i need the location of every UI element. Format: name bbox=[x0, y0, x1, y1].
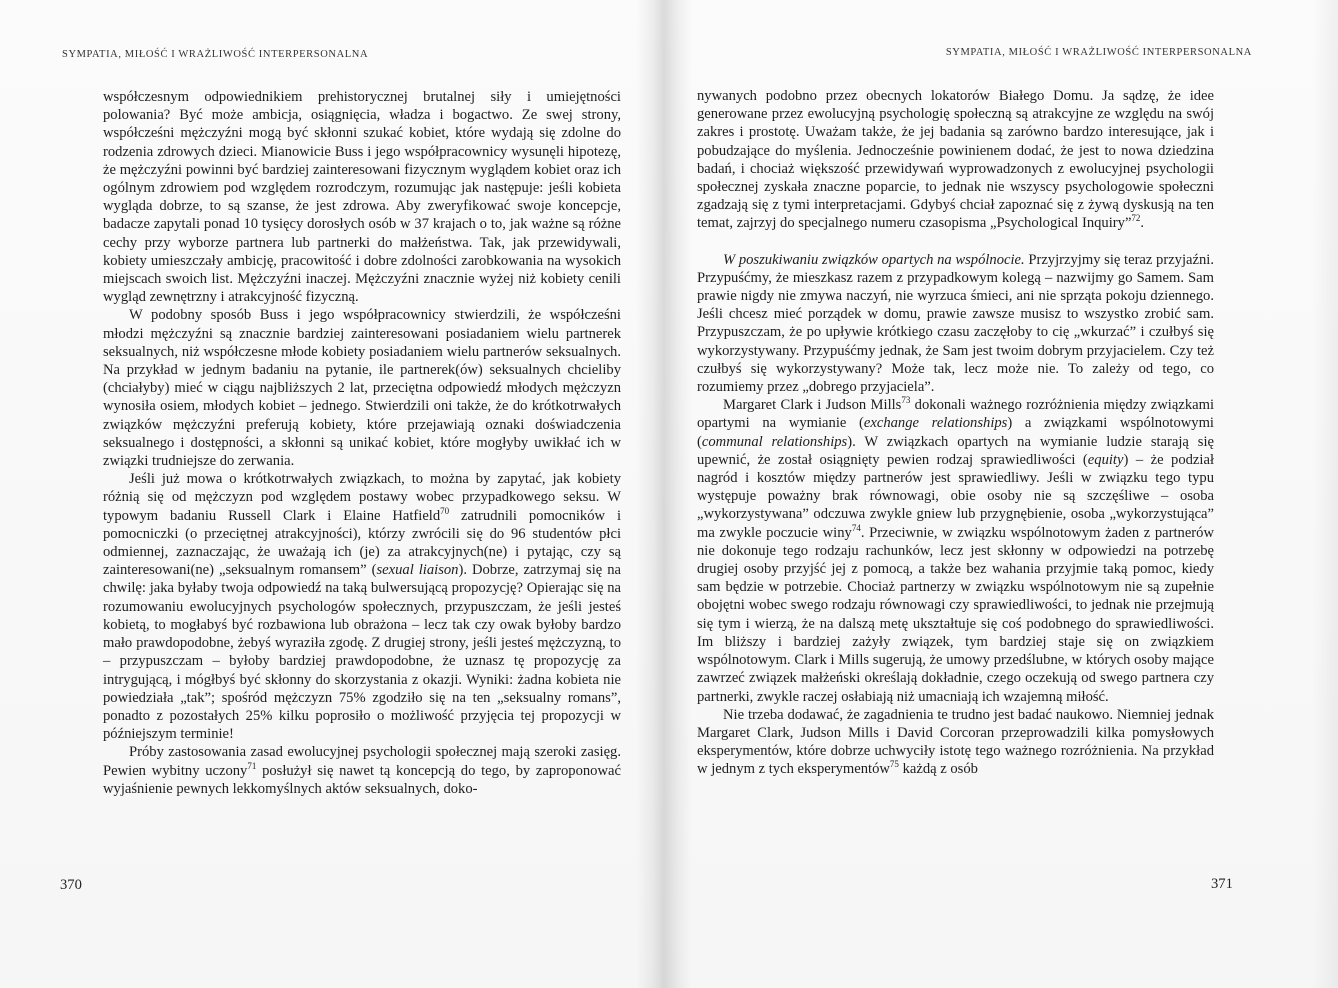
paragraph bbox=[103, 470, 621, 743]
paragraph bbox=[103, 743, 621, 798]
italic-text: sexual liaison bbox=[376, 562, 459, 579]
book-gutter-shadow bbox=[636, 0, 692, 988]
right-page-text bbox=[697, 87, 1214, 779]
text-run: posłużył się nawet tą koncepcją do tego, by zaproponować wyjaśnienie pewnych lekkomyślnych aktów seksualnych, doko- bbox=[103, 762, 621, 797]
right-running-head: SYMPATIA, MIŁOŚĆ I WRAŻLIWOŚĆ INTERPERSONALNA bbox=[945, 47, 1252, 58]
paragraph bbox=[697, 706, 1214, 779]
text-run: ) – że podział nagród i kosztów między partnerów jest sprawiedliwy. Jeśli w związku tego typu występuje poważny brak równowagi, obie osoby nie są szczęśliwe – osoba „wykorzystywana” odczuwa zwykle gniew lub przygnębienie, osoba „wykorzystująca” ma zwykle poczucie winy bbox=[697, 451, 1214, 541]
text-run: Próby zastosowania zasad ewolucyjnej psychologii społecznej mają szeroki zasięg. Pewien wybitny uczony bbox=[103, 744, 621, 779]
text-run: ). Dobrze, zatrzymaj się na chwilę: jaka byłaby twoja odpowiedź na taką bulwersującą propozycję? Opierając się na rozumowaniu ewolucyjnych psychologów społecznych, przypuszczam, że jeśli jesteś kobietą, to mogłabyś być rozbawiona lub obrażona – lecz tak czy owak byłoby bardzo mało prawdopodobne, żebyś wyraziła zgodę. Z drugiej strony, jeśli jesteś mężczyzną, to – przypuszczam – byłoby bardziej prawdopodobne, że uznasz tę propozycję za intrygującą, i mógłbyś być skłonny do skorzystania z okazji. Wyniki: żadna kobieta nie powiedziała „tak”; spośród mężczyzn 75% zgodziło się na ten „seksualny romans”, ponadto z pozostałych 25% kilku poprosiło o możliwość przyjęcia tej propozycji w późniejszym terminie! bbox=[103, 562, 621, 743]
paragraph bbox=[697, 87, 1214, 233]
left-page-text bbox=[103, 88, 621, 798]
footnote-ref: 72 bbox=[1131, 213, 1141, 224]
footnote-ref: 71 bbox=[247, 760, 257, 771]
italic-text: exchange relationships bbox=[863, 415, 1008, 432]
paragraph bbox=[697, 396, 1214, 705]
text-run: W podobny sposób Buss i jego współpracownicy stwierdzili, że współcześni młodzi mężczyźni są znacznie bardziej zainteresowani posiadaniem wielu partnerek seksualnych, niż współczesne młode kobiety posiadaniem wielu partnerów seksualnych. Na przykład w jednym badaniu na pytanie, ile partnerek(ów) seksualnych chcieliby (chciałyby) mieć w ciągu najbliższych 2 lat, przeciętna odpowiedź młodych mężczyzn wynosiła osiem, młodych kobiet – jednego. Stwierdzili oni także, że do krótkotrwałych związków mężczyźni preferują kobiety, które przejawiają oznaki doświadczenia seksualnego i dostępności, a skłonni są unikać kobiet, które mogłyby uwikłać ich w związki trudniejsze do zerwania. bbox=[103, 307, 621, 470]
text-run: . Przeciwnie, w związku wspólnotowym żaden z partnerów nie dokonuje tego rodzaju rachunków, lecz jest skłonny w odpowiedzi na potrzebę drugiej osoby przyjść jej z pomocą, a także bez wahania przyjmie taką pomoc, kiedy sam będzie w potrzebie. Chociaż partnerzy w związku wspólnotowym nie są zupełnie obojętni wobec swego rodzaju równowagi czy sprawiedliwości, to jednak nie przejmują się tym i wierzą, że na dalszą metę ukształtuje się coś podobnego do sprawiedliwości. Im bliższy i bardziej zażyły związek, tym bardziej staje się on związkiem wspólnotowym. Clark i Mills sugerują, że umowy przedślubne, w których osoby mające zawrzeć związek małżeński określają dokładnie, czego oczekują od swego partnera czy partnerki, zwykle raczej osłabiają niż umacniają ich wzajemną miłość. bbox=[697, 524, 1214, 705]
italic-text: communal relationships bbox=[701, 433, 848, 450]
text-run: dokonali ważnego rozróżnienia między związkami opartymi na wymianie ( bbox=[697, 397, 1214, 432]
section-paragraph bbox=[697, 251, 1214, 397]
footnote-ref: 74 bbox=[851, 522, 861, 533]
right-page-number: 371 bbox=[1211, 876, 1233, 892]
text-run: Przyjrzyjmy się teraz przyjaźni. Przypuśćmy, że mieszkasz razem z przypadkowym kolegą – nazwijmy go Samem. Sam prawie nigdy nie zmywa naczyń, nie wyrzuca śmieci, ani nie sprząta pokoju dziennego. Jeśli chcesz mieć porządek w domu, prawie zawsze musisz to wszystko zrobić sam. Przypuszczam, że po upływie krótkiego czasu zaczęłoby to cię „wkurzać” i czułbyś się wykorzystywany. Przypuśćmy jednak, że Sam jest twoim dobrym przyjacielem. Czy też czułbyś się wykorzystywany? Może tak, lecz może nie. To zależy od tego, co rozumiemy przez „dobrego przyjaciela”. bbox=[697, 251, 1214, 396]
page-edge-shadow bbox=[1312, 0, 1338, 988]
left-running-head: SYMPATIA, MIŁOŚĆ I WRAŻLIWOŚĆ INTERPERSONALNA bbox=[62, 49, 369, 60]
paragraph bbox=[103, 306, 621, 470]
text-run: współczesnym odpowiednikiem prehistorycznej brutalnej siły i umiejętności polowania? Być może ambicja, osiągnięcia, władza i bogactwo. Ze swej strony, współcześni mężczyźni mogą być skłonni szukać kobiet, które wydają się zdolne do rodzenia zdrowych dzieci. Mianowicie Buss i jego współpracownicy wysunęli hipotezę, że mężczyźni powinni być bardziej zainteresowani fizycznym wyglądem kobiet oraz ich ogólnym zdrowiem pod względem rozrodczym, rozumując jak następuje: jeśli kobieta wygląda dobrze, to są szanse, że jest zdrowa. Aby zweryfikować swoje koncepcje, badacze zapytali ponad 10 tysięcy dorosłych osób w 37 krajach o to, jak ważne są różne cechy przy wyborze partnera lub partnerki do małżeństwa. Tak, jak przewidywali, kobiety umieszczały ambicję, pracowitość i dobre zdolności zarobkowania na wysokich miejscach swoich list. Mężczyźni inaczej. Mężczyźni znacznie wyżej niż kobiety cenili wygląd zewnętrzny i atrakcyjność fizyczną. bbox=[103, 89, 621, 306]
text-run: nywanych podobno przez obecnych lokatorów Białego Domu. Ja sądzę, że idee generowane przez ewolucyjną psychologię społeczną są atrakcyjne ze względu na swój zakres i prostotę. Uważam także, że jej badania są zarówno bardzo interesujące, jak i pobudzające do myślenia. Jednocześnie powinienem dodać, że jest to nowa dziedzina badań, i chociaż większość przewidywań wyprowadzonych z ewolucyjnej psychologii społecznej zyskała znaczne poparcie, to jednak nie wszyscy psychologowie społeczni zgadzają się z tymi interpretacjami. Gdybyś chciał zapoznać się z żywą dyskusją na ten temat, zajrzyj do specjalnego numeru czasopisma „Psychological Inquiry” bbox=[697, 88, 1214, 232]
footnote-ref: 70 bbox=[440, 505, 450, 516]
text-run: . bbox=[1140, 215, 1145, 232]
text-run: każdą z osób bbox=[898, 761, 978, 778]
text-run: Jeśli już mowa o krótkotrwałych związkach, to można by zapytać, jak kobiety różnią się od mężczyzn pod względem postawy wobec przypadkowego seksu. W typowym badaniu Russell Clark i Elaine Hatfield bbox=[103, 471, 621, 524]
italic-text: equity bbox=[1087, 451, 1124, 468]
footnote-ref: 75 bbox=[889, 759, 899, 770]
text-run: Nie trzeba dodawać, że zagadnienia te trudno jest badać naukowo. Niemniej jednak Margaret Clark, Judson Mills i David Corcoran przeprowadzili kilka pomysłowych eksperymentów, które dobrze uchwyciły istotę tego ważnego rozróżnienia. Na przykład w jednym z tych eksperymentów bbox=[697, 706, 1214, 778]
italic-text: W poszukiwaniu związków opartych na wspólnocie. bbox=[723, 251, 1025, 268]
text-run: zatrudnili pomocników i pomocniczki (o przeciętnej atrakcyjności), którzy zwrócili się do 96 studentów płci odmiennej, zaznaczając, że uważają ich (je) za atrakcyjnych(ne) i pytając, czy są zainteresowani(ne) „seksualnym romansem” ( bbox=[103, 507, 621, 579]
text-run: Margaret Clark i Judson Mills bbox=[723, 397, 902, 414]
footnote-ref: 73 bbox=[901, 395, 911, 406]
left-page-number: 370 bbox=[60, 877, 82, 893]
text-run: ). W związkach opartych na wymianie ludzie starają się upewnić, że został osiągnięty pewien rodzaj sprawiedliwości ( bbox=[697, 433, 1214, 468]
paragraph bbox=[103, 88, 621, 306]
text-run: ) a związkami wspólnotowymi ( bbox=[697, 415, 1214, 450]
